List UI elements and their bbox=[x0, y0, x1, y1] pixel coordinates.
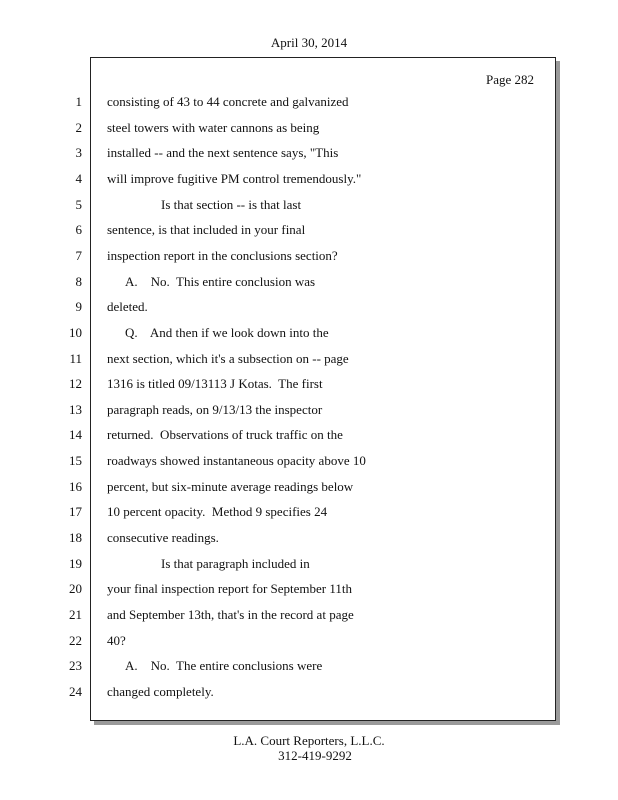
line-number: 16 bbox=[69, 479, 82, 494]
transcript-line: paragraph reads, on 9/13/13 the inspector bbox=[107, 402, 323, 417]
line-number: 20 bbox=[69, 581, 82, 596]
transcript-line: will improve fugitive PM control tremendously." bbox=[107, 171, 362, 186]
transcript-line: 40? bbox=[107, 633, 126, 648]
line-number: 21 bbox=[69, 607, 82, 622]
line-number: 19 bbox=[69, 556, 82, 571]
line-number: 3 bbox=[75, 145, 82, 160]
line-number: 12 bbox=[69, 376, 82, 391]
line-number: 14 bbox=[69, 427, 82, 442]
transcript-line: returned. Observations of truck traffic on the bbox=[107, 427, 343, 442]
transcript-line: installed -- and the next sentence says, "This bbox=[107, 145, 339, 160]
line-number: 1 bbox=[75, 94, 82, 109]
transcript-line: Q. And then if we look down into the bbox=[125, 325, 329, 340]
transcript-line: next section, which it's a subsection on -- page bbox=[107, 351, 349, 366]
line-number: 13 bbox=[69, 402, 82, 417]
page-number: Page 282 bbox=[485, 72, 534, 87]
line-number: 9 bbox=[75, 299, 82, 314]
reporter-company: L.A. Court Reporters, L.L.C. bbox=[233, 733, 385, 748]
transcript-line: A. No. The entire conclusions were bbox=[125, 658, 323, 673]
line-number: 15 bbox=[69, 453, 82, 468]
line-number: 8 bbox=[75, 274, 82, 289]
transcript-line: inspection report in the conclusions section? bbox=[107, 248, 338, 263]
transcript-line: consecutive readings. bbox=[107, 530, 219, 545]
transcript-line: and September 13th, that's in the record at page bbox=[107, 607, 354, 622]
transcript-line: deleted. bbox=[107, 299, 148, 314]
transcript-line: percent, but six-minute average readings below bbox=[107, 479, 354, 494]
line-number: 5 bbox=[75, 197, 82, 212]
transcript-line: A. No. This entire conclusion was bbox=[125, 274, 316, 289]
line-number: 11 bbox=[69, 351, 82, 366]
transcript-line: steel towers with water cannons as being bbox=[107, 120, 320, 135]
transcript-line: your final inspection report for September 11th bbox=[107, 581, 353, 596]
transcript-line: changed completely. bbox=[107, 684, 214, 699]
transcript-line: Is that section -- is that last bbox=[161, 197, 302, 212]
transcript-line: roadways showed instantaneous opacity above 10 bbox=[107, 453, 366, 468]
transcript-line: Is that paragraph included in bbox=[161, 556, 310, 571]
line-number: 7 bbox=[75, 248, 82, 263]
line-number: 24 bbox=[69, 684, 82, 699]
transcript-line: 1316 is titled 09/13113 J Kotas. The first bbox=[107, 376, 323, 391]
transcript-line: consisting of 43 to 44 concrete and galvanized bbox=[107, 94, 349, 109]
line-number: 10 bbox=[69, 325, 82, 340]
transcript-line: sentence, is that included in your final bbox=[107, 222, 306, 237]
footer bbox=[0, 733, 618, 763]
line-number: 6 bbox=[75, 222, 82, 237]
line-number: 4 bbox=[75, 171, 82, 186]
line-number: 2 bbox=[75, 120, 82, 135]
transcript-date: April 30, 2014 bbox=[270, 35, 348, 50]
line-number: 23 bbox=[69, 658, 82, 673]
reporter-phone: 312-419-9292 bbox=[278, 748, 352, 763]
line-number: 18 bbox=[69, 530, 82, 545]
transcript-line: 10 percent opacity. Method 9 specifies 24 bbox=[107, 504, 328, 519]
line-number: 17 bbox=[69, 504, 82, 519]
line-number: 22 bbox=[69, 633, 82, 648]
